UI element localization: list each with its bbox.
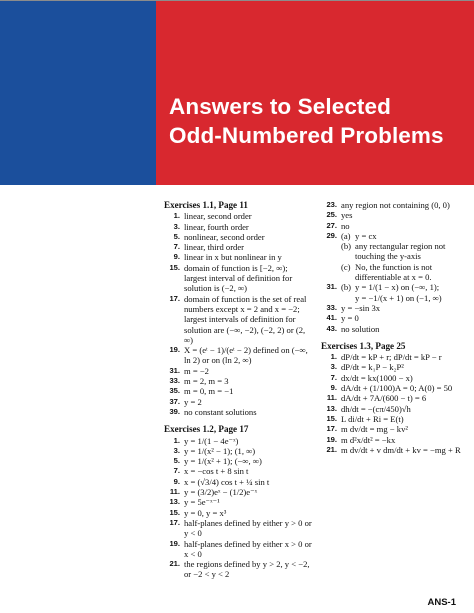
answer-number: 9. bbox=[173, 252, 180, 262]
answer-part-label: (a) bbox=[341, 230, 351, 241]
answer-number: 17. bbox=[169, 293, 180, 303]
answer-number: 41. bbox=[326, 313, 337, 323]
answer-item bbox=[164, 518, 312, 539]
answer-text: domain of function is [−2, ∞); largest interval of definition for solution is (−2, ∞) bbox=[184, 262, 293, 294]
answer-number: 3. bbox=[173, 445, 180, 455]
answer-number: 39. bbox=[169, 406, 180, 416]
answer-number: 15. bbox=[169, 262, 180, 272]
answer-part-text: y = cx bbox=[355, 230, 377, 241]
answer-item bbox=[164, 376, 312, 386]
answer-number: 15. bbox=[326, 413, 337, 423]
answer-text: y = (3/2)eˣ − (1/2)e⁻ˣ bbox=[184, 487, 258, 498]
answer-number: 31. bbox=[169, 365, 180, 375]
answer-text: dP/dt = kP + r; dP/dt = kP − r bbox=[341, 352, 442, 363]
answer-text: linear, third order bbox=[184, 242, 245, 253]
left-column bbox=[164, 200, 312, 580]
answer-part-text: any rectangular region not touching the y-axis bbox=[355, 241, 446, 262]
answer-number: 33. bbox=[326, 302, 337, 312]
answer-number: 9. bbox=[330, 383, 337, 393]
answer-number bbox=[321, 293, 341, 303]
answer-item bbox=[164, 559, 312, 580]
answer-text: m = 2, m = 3 bbox=[184, 376, 229, 387]
answer-item bbox=[164, 294, 312, 345]
answer-number: 5. bbox=[173, 456, 180, 466]
answer-part-text: y = −1/(x + 1) on (−1, ∞) bbox=[355, 292, 442, 303]
answer-item bbox=[321, 293, 471, 303]
answer-number: 13. bbox=[169, 497, 180, 507]
answer-item bbox=[164, 466, 312, 476]
answer-item bbox=[321, 424, 471, 434]
answer-item bbox=[321, 393, 471, 403]
answer-item bbox=[164, 222, 312, 232]
answer-number: 3. bbox=[173, 221, 180, 231]
answer-text: x = −cos t + 8 sin t bbox=[184, 466, 249, 477]
answer-item bbox=[164, 487, 312, 497]
answer-item bbox=[164, 345, 312, 366]
answer-number: 27. bbox=[326, 220, 337, 230]
answer-item bbox=[321, 231, 471, 241]
answer-number: 15. bbox=[169, 507, 180, 517]
answer-number: 25. bbox=[326, 210, 337, 220]
top-rule bbox=[0, 0, 474, 1]
answer-item bbox=[321, 404, 471, 414]
answer-text: linear, fourth order bbox=[184, 221, 249, 232]
answer-item bbox=[164, 436, 312, 446]
answer-item bbox=[321, 383, 471, 393]
answer-number: 31. bbox=[326, 282, 337, 292]
answer-number: 35. bbox=[169, 386, 180, 396]
answer-item bbox=[321, 262, 471, 283]
answer-number: 33. bbox=[169, 376, 180, 386]
answer-number: 9. bbox=[173, 476, 180, 486]
answer-text: m = 0, m = −1 bbox=[184, 386, 234, 397]
answer-number: 11. bbox=[169, 487, 180, 497]
answer-part-label: (b) bbox=[341, 282, 352, 293]
answer-part-label: (b) bbox=[341, 241, 352, 252]
answer-item bbox=[321, 241, 471, 262]
answer-item bbox=[321, 414, 471, 424]
answer-text: dh/dt = −(cπ/450)√h bbox=[341, 403, 411, 414]
answer-text: L di/dt + Ri = E(t) bbox=[341, 413, 404, 424]
answer-text: X = (eᵗ − 1)/(eᵗ − 2) defined on (−∞, ln 2) or on (ln 2, ∞) bbox=[184, 345, 308, 366]
answer-text: y = 2 bbox=[184, 396, 202, 407]
answer-number: 7. bbox=[173, 466, 180, 476]
answer-text: m = −2 bbox=[184, 365, 209, 376]
answer-part-label bbox=[341, 293, 355, 303]
answer-number: 19. bbox=[326, 434, 337, 444]
answer-text: y = 1/(x² − 1); (1, ∞) bbox=[184, 445, 256, 456]
answer-part-text: No, the function is not differentiable at x = 0. bbox=[355, 261, 433, 283]
answer-number: 3. bbox=[330, 362, 337, 372]
answer-number: 29. bbox=[326, 230, 337, 240]
answer-item bbox=[164, 386, 312, 396]
answer-text: m dv/dt = mg − kv² bbox=[341, 424, 408, 435]
answer-number: 7. bbox=[330, 372, 337, 382]
answer-number: 17. bbox=[326, 424, 337, 434]
answer-text: the regions defined by y > 2, y < −2, or −2 < y < 2 bbox=[184, 559, 310, 580]
answer-text: no constant solutions bbox=[184, 406, 257, 417]
answer-text: dx/dt = kx(1000 − x) bbox=[341, 372, 413, 383]
answer-number: 7. bbox=[173, 242, 180, 252]
answer-item bbox=[321, 373, 471, 383]
answer-number: 23. bbox=[326, 200, 337, 209]
answer-text: no bbox=[341, 220, 350, 231]
answer-item bbox=[164, 232, 312, 242]
answer-number: 5. bbox=[173, 231, 180, 241]
answer-item bbox=[321, 352, 471, 362]
answer-item bbox=[164, 407, 312, 417]
answer-text: no solution bbox=[341, 323, 380, 334]
answer-text: dA/dt + (1/100)A = 0; A(0) = 50 bbox=[341, 383, 453, 394]
answer-text: y = 1/(x² + 1); (−∞, ∞) bbox=[184, 456, 262, 467]
answer-item bbox=[321, 435, 471, 445]
answer-text: y = 1/(1 − 4e⁻ˣ) bbox=[184, 435, 239, 446]
right-column bbox=[321, 200, 471, 455]
answer-item bbox=[164, 366, 312, 376]
answer-number: 17. bbox=[169, 517, 180, 527]
answer-item bbox=[164, 497, 312, 507]
answer-item bbox=[164, 211, 312, 221]
answer-item bbox=[321, 324, 471, 334]
answer-text: y = 0 bbox=[341, 313, 359, 324]
answer-item bbox=[164, 477, 312, 487]
answer-item bbox=[321, 362, 471, 372]
answer-item bbox=[164, 508, 312, 518]
answer-text: half-planes defined by either x > 0 or x < 0 bbox=[184, 538, 312, 559]
title-line-1: Answers to Selected bbox=[169, 94, 391, 119]
answer-number: 43. bbox=[326, 323, 337, 333]
answer-item bbox=[321, 282, 471, 292]
answer-text: yes bbox=[341, 210, 353, 221]
section-heading-1-3: Exercises 1.3, Page 25 bbox=[321, 340, 406, 351]
title-line-2: Odd-Numbered Problems bbox=[169, 123, 444, 148]
answer-item bbox=[321, 221, 471, 231]
answer-item bbox=[164, 252, 312, 262]
answer-text: dA/dt + 7A/(600 − t) = 6 bbox=[341, 393, 427, 404]
answer-item bbox=[321, 210, 471, 220]
answer-part-text: y = 1/(1 − x) on (−∞, 1); bbox=[355, 282, 440, 293]
answer-number: 1. bbox=[173, 435, 180, 445]
section-heading-1-1: Exercises 1.1, Page 11 bbox=[164, 200, 248, 210]
answer-item bbox=[321, 445, 471, 455]
answer-text: m dv/dt + v dm/dt + kv = −mg + R bbox=[341, 444, 461, 455]
answer-number: 1. bbox=[173, 211, 180, 221]
answer-item bbox=[164, 397, 312, 407]
answer-number: 13. bbox=[326, 403, 337, 413]
page-title bbox=[169, 92, 469, 150]
answer-item bbox=[164, 456, 312, 466]
answer-number: 21. bbox=[169, 559, 180, 569]
answer-number: 11. bbox=[326, 393, 337, 403]
answer-number bbox=[321, 262, 341, 283]
answer-item bbox=[321, 303, 471, 313]
answer-number: 1. bbox=[330, 352, 337, 362]
answer-text: x = (√3/4) cos t + ¼ sin t bbox=[184, 476, 270, 487]
answer-item bbox=[321, 313, 471, 323]
section-heading-1-2: Exercises 1.2, Page 17 bbox=[164, 424, 249, 435]
answer-number: 19. bbox=[169, 345, 180, 355]
answer-number bbox=[321, 241, 341, 262]
answer-number: 37. bbox=[169, 396, 180, 406]
answer-text: y = 5e⁻ˣ⁻¹ bbox=[184, 497, 220, 508]
answer-text: domain of function is the set of real numbers except x = 2 and x = −2; largest intervals of definition for solution are (−∞, −2), (−2, 2) or (2, ∞) bbox=[184, 293, 307, 345]
answer-item bbox=[164, 242, 312, 252]
answer-item bbox=[164, 539, 312, 560]
answer-text: any region not containing (0, 0) bbox=[341, 200, 450, 210]
header-blue-panel bbox=[0, 0, 156, 185]
answer-text: linear in x but nonlinear in y bbox=[184, 252, 282, 263]
answer-text: dP/dt = k₁P − k₂P² bbox=[341, 362, 404, 373]
answer-text: nonlinear, second order bbox=[184, 231, 265, 242]
answer-number: 21. bbox=[326, 444, 337, 454]
answer-text: half-planes defined by either y > 0 or y < 0 bbox=[184, 517, 312, 539]
answer-number: 19. bbox=[169, 538, 180, 548]
page-number: ANS-1 bbox=[427, 597, 456, 608]
answer-text: y = −sin 3x bbox=[341, 302, 381, 313]
answer-item bbox=[164, 446, 312, 456]
answer-text: m d²x/dt² = −kx bbox=[341, 434, 396, 445]
answer-item bbox=[164, 263, 312, 294]
answer-item bbox=[321, 200, 471, 210]
answer-text: linear, second order bbox=[184, 211, 252, 222]
answer-text: y = 0, y = x³ bbox=[184, 507, 227, 518]
answer-part-label: (c) bbox=[341, 261, 351, 272]
